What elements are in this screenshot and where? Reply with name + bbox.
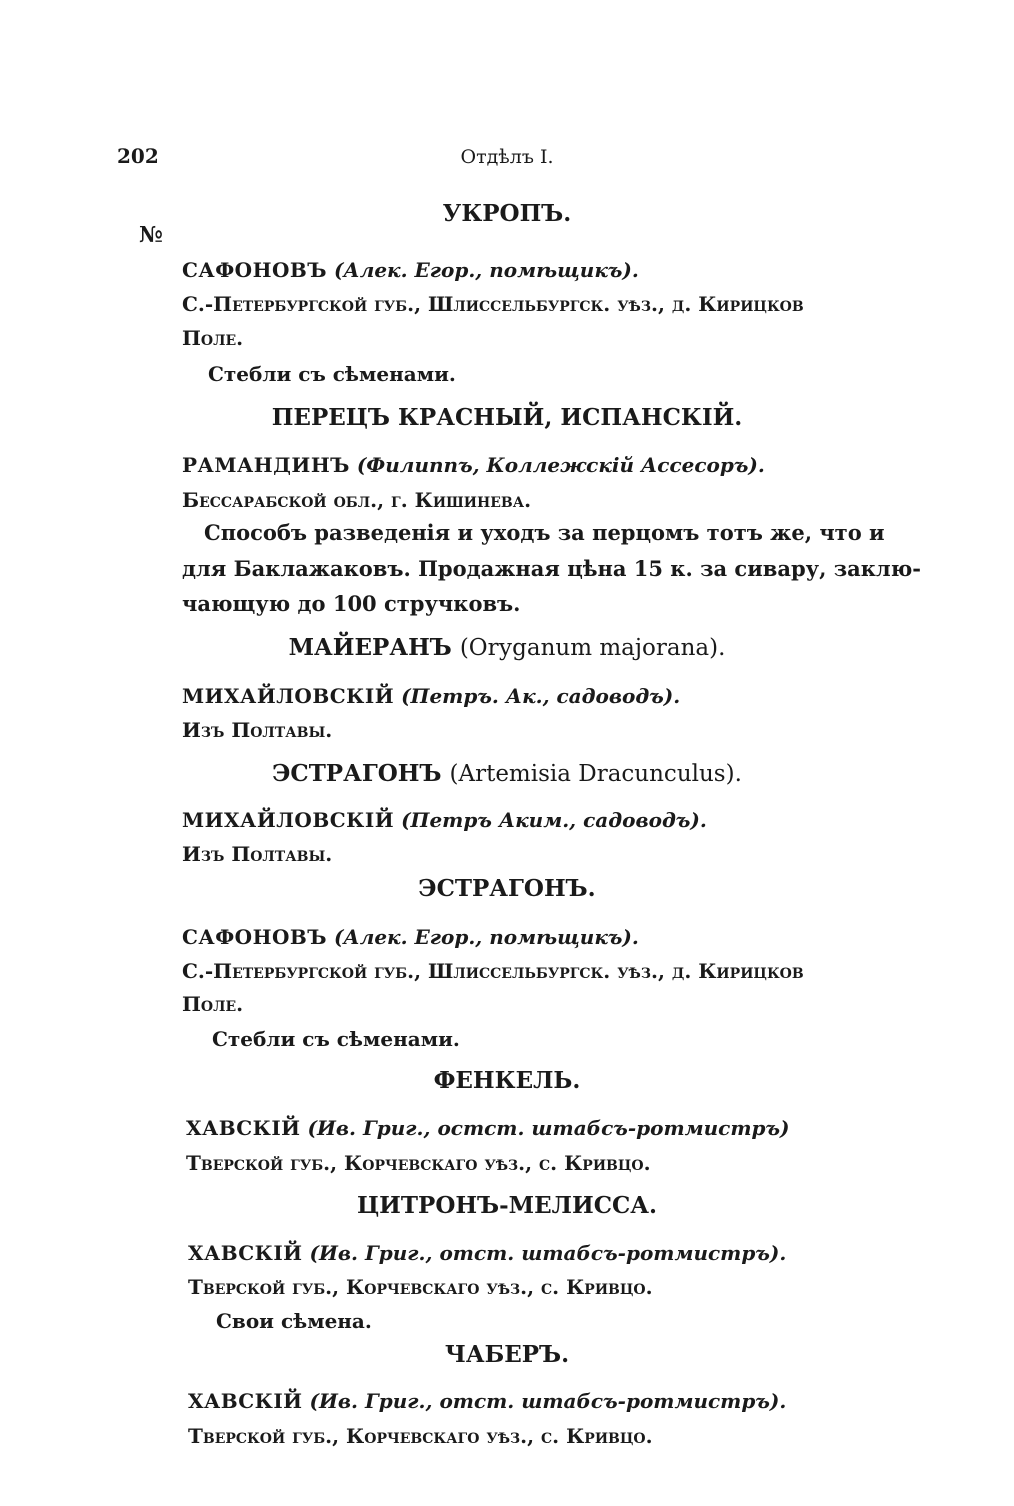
section-heading: ФЕНКЕЛЬ. xyxy=(433,1067,581,1094)
entry-author xyxy=(182,925,639,949)
section-heading: ЧАБЕРЪ. xyxy=(444,1341,570,1368)
author-name: ХАВСКІЙ xyxy=(188,1389,303,1413)
entry-location: Тверской губ., Корчевскаго уѣз., с. Кривцо. xyxy=(188,1424,653,1448)
section-title: Отдѣлъ I. xyxy=(460,146,554,168)
entry-author xyxy=(188,1389,786,1413)
entry-location: Изъ Полтавы. xyxy=(182,718,333,742)
author-name: ХАВСКІЙ xyxy=(188,1241,303,1265)
entry-note: Стебли съ сѣменами. xyxy=(208,362,456,386)
author-details: (Ив. Григ., остст. штабсъ-ротмистръ) xyxy=(307,1116,790,1140)
author-details: (Алек. Егор., помѣщикъ). xyxy=(333,258,639,282)
heading-latin: (Orуganum majorana). xyxy=(459,635,726,661)
author-name: САФОНОВЪ xyxy=(182,925,327,949)
heading-main: ЭСТРАГОНЪ xyxy=(272,760,442,787)
entry-author xyxy=(182,453,765,477)
author-name: РАМАНДИНЪ xyxy=(182,453,350,477)
entry-location: Тверской губ., Корчевскаго уѣз., с. Кривцо. xyxy=(186,1151,651,1175)
entry-location: Изъ Полтавы. xyxy=(182,842,333,866)
entry-location: С.-Петербургской губ., Шлиссельбургск. уѣз., д. Кирицков xyxy=(182,292,804,316)
author-details: (Ив. Григ., отст. штабсъ-ротмистръ). xyxy=(309,1389,787,1413)
entry-author xyxy=(182,808,707,832)
entry-text-line: для Баклажаковъ. Продажная цѣна 15 к. за сивару, заклю- xyxy=(182,556,921,581)
author-details: (Ив. Григ., отст. штабсъ-ротмистръ). xyxy=(309,1241,787,1265)
entry-text-line: чающую до 100 стручковъ. xyxy=(182,591,521,616)
author-name: МИХАЙЛОВСКІЙ xyxy=(182,684,395,708)
heading-main: МАЙЕРАНЪ xyxy=(288,634,452,661)
entry-author xyxy=(188,1241,786,1265)
section-heading: ЦИТРОНЪ-МЕЛИССА. xyxy=(356,1192,658,1219)
entry-author xyxy=(182,684,680,708)
author-details: (Петръ Аким., садоводъ). xyxy=(401,808,707,832)
author-name: САФОНОВЪ xyxy=(182,258,327,282)
entry-location: Тверской губ., Корчевскаго уѣз., с. Кривцо. xyxy=(188,1275,653,1299)
entry-note: Стебли съ сѣменами. xyxy=(212,1027,460,1051)
author-details: (Петръ. Ак., садоводъ). xyxy=(401,684,681,708)
section-heading: ЭСТРАГОНЪ. xyxy=(418,875,596,902)
author-details: (Филиппъ, Коллежскій Ассесоръ). xyxy=(356,453,765,477)
page-number: 202 xyxy=(117,144,159,168)
entry-location: Бессарабской обл., г. Кишинева. xyxy=(182,488,532,512)
section-heading xyxy=(0,760,1014,787)
entry-location-cont: Поле. xyxy=(182,326,244,350)
entry-location: С.-Петербургской губ., Шлиссельбургск. уѣз., д. Кирицков xyxy=(182,959,804,983)
author-details: (Алек. Егор., помѣщикъ). xyxy=(333,925,639,949)
heading-latin: (Artemisia Dracunculus). xyxy=(449,761,742,787)
author-name: ХАВСКІЙ xyxy=(186,1116,301,1140)
entry-note: Свои сѣмена. xyxy=(216,1309,372,1333)
number-column-mark: № xyxy=(139,222,163,248)
entry-author xyxy=(182,258,639,282)
author-name: МИХАЙЛОВСКІЙ xyxy=(182,808,395,832)
section-heading xyxy=(0,634,1014,661)
entry-text-line: Способъ разведенія и уходъ за перцомъ тотъ же, что и xyxy=(204,520,885,545)
section-heading: УКРОПЪ. xyxy=(442,200,572,227)
section-heading: ПЕРЕЦЪ КРАСНЫЙ, ИСПАНСКІЙ. xyxy=(271,404,743,431)
entry-location-cont: Поле. xyxy=(182,992,244,1016)
entry-author xyxy=(186,1116,790,1140)
